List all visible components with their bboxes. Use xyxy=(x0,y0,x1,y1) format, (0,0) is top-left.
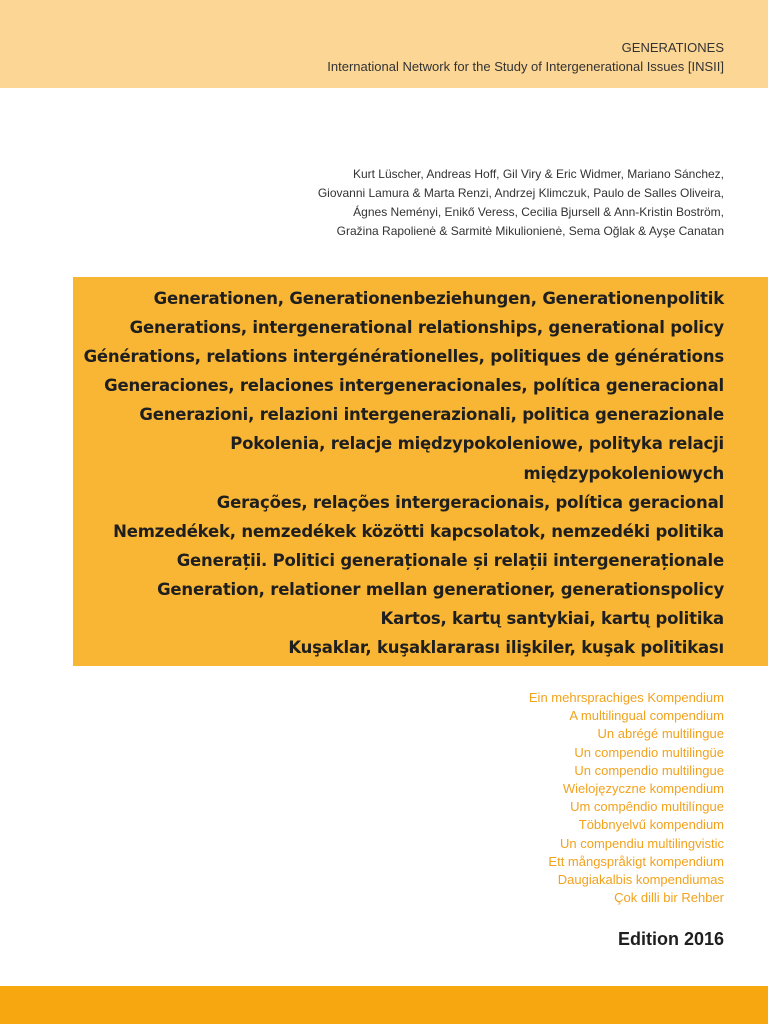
author-line: Giovanni Lamura & Marta Renzi, Andrzej Klimczuk, Paulo de Salles Oliveira, xyxy=(317,186,724,200)
author-line: Kurt Lüscher, Andreas Hoff, Gil Viry & Eric Widmer, Mariano Sánchez, xyxy=(352,167,724,181)
compendium-subtitles xyxy=(529,689,724,907)
series-name: GENERATIONES xyxy=(621,40,724,55)
title-line: Generazioni, relazioni intergenerazionali, politica generazionale xyxy=(139,405,724,425)
title-line: Generation, relationer mellan generationer, generationspolicy xyxy=(157,579,724,599)
subtitle-line: Çok dilli bir Rehber xyxy=(614,890,724,906)
author-line: Ágnes Neményi, Enikő Veress, Cecilia Bjursell & Ann-Kristin Boström, xyxy=(353,205,724,219)
subtitle-line: Daugiakalbis kompendiumas xyxy=(557,872,724,888)
title-line: Kartos, kartų santykiai, kartų politika xyxy=(380,609,724,629)
title-line: Nemzedékek, nemzedékek közötti kapcsolatok, nemzedéki politika xyxy=(113,521,724,541)
subtitle-line: Un compendiu multilingvistic xyxy=(559,835,724,851)
subtitle-line: Un compendio multilingue xyxy=(574,762,724,778)
title-line: Gerações, relações intergeracionais, política geracional xyxy=(216,492,724,512)
subtitle-line: Wielojęzyczne kompendium xyxy=(562,781,724,797)
title-line: Generationen, Generationenbeziehungen, Generationenpolitik xyxy=(153,289,724,308)
subtitle-line: Többnyelvű kompendium xyxy=(578,817,724,833)
author-list xyxy=(204,165,724,241)
title-line: Pokolenia, relacje międzypokoleniowe, polityka relacji xyxy=(230,434,724,454)
title-line: Generaciones, relaciones intergeneracionales, política generacional xyxy=(104,376,724,396)
author-line: Gražina Rapolienė & Sarmitė Mikulionienė, Sema Oğlak & Ayşe Canatan xyxy=(336,224,724,238)
title-line: międzypokoleniowych xyxy=(523,463,724,483)
subtitle-line: Un abrégé multilingue xyxy=(597,726,724,742)
subtitle-line: Un compendio multilingüe xyxy=(574,744,724,760)
title-line: Kuşaklar, kuşaklararası ilişkiler, kuşak politikası xyxy=(288,638,724,658)
footer-band xyxy=(0,986,768,1024)
multilingual-titles xyxy=(74,284,724,662)
title-line: Generations, intergenerational relationships, generational policy xyxy=(129,318,724,338)
subtitle-line: Ett mångspråkigt kompendium xyxy=(548,853,724,869)
subtitle-line: A multilingual compendium xyxy=(569,708,724,724)
network-name: International Network for the Study of Intergenerational Issues [INSII] xyxy=(327,59,724,74)
subtitle-line: Ein mehrsprachiges Kompendium xyxy=(528,690,724,705)
publisher-block xyxy=(327,38,724,76)
edition-label: Edition 2016 xyxy=(617,929,724,949)
title-line: Generații. Politici generaționale și relații intergeneraționale xyxy=(176,550,724,570)
subtitle-line: Um compêndio multilíngue xyxy=(570,799,724,815)
title-line: Générations, relations intergénérationelles, politiques de générations xyxy=(83,347,724,367)
